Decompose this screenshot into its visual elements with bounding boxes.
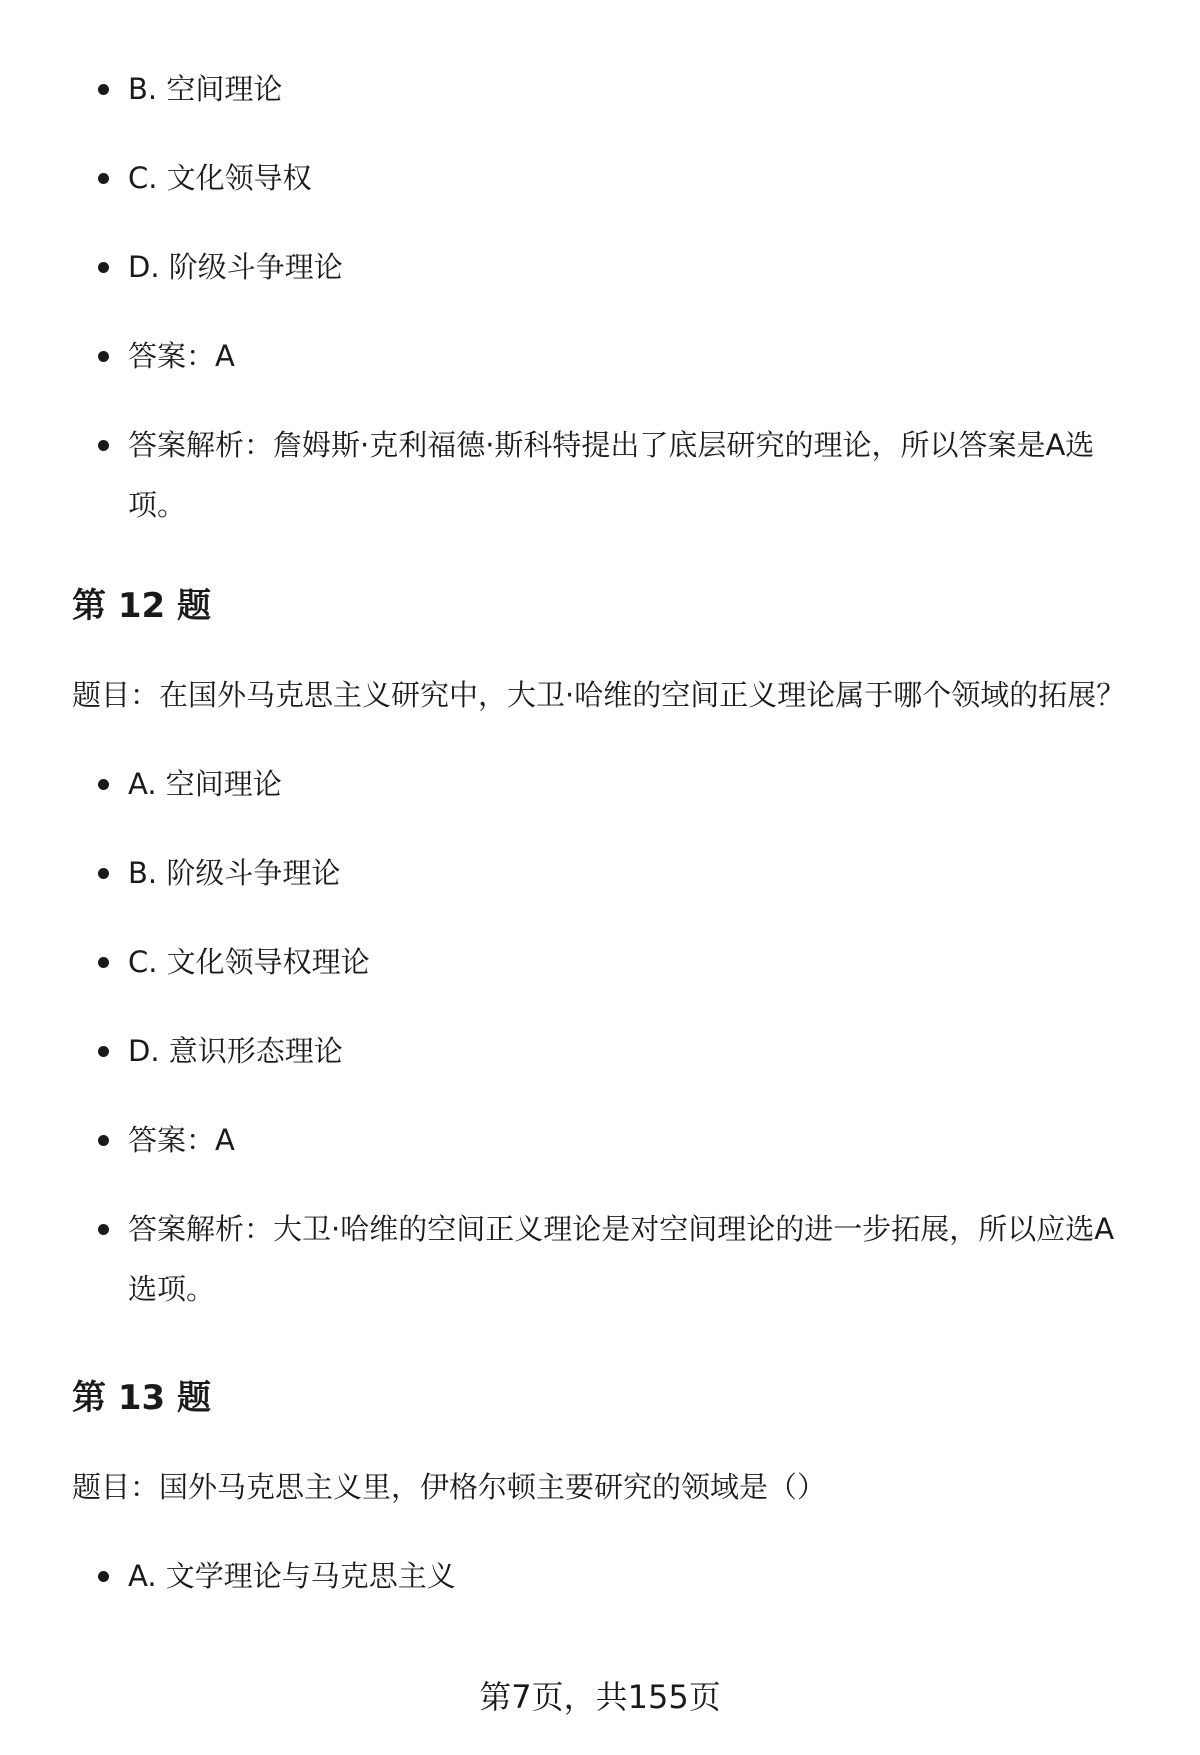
question-12-block bbox=[0, 576, 1200, 1348]
question-prompt: 题目：国外马克思主义里，伊格尔顿主要研究的领域是（） bbox=[72, 1470, 827, 1504]
explanation-item: 答案解析：大卫·哈维的空间正义理论是对空间理论的进一步拓展，所以应选A选项。 bbox=[0, 1199, 1200, 1319]
question-heading: 第 13 题 bbox=[72, 1378, 211, 1418]
previous-question-options bbox=[0, 59, 1200, 535]
answer-item: 答案：A bbox=[0, 326, 1200, 386]
explanation-item: 答案解析：詹姆斯·克利福德·斯科特提出了底层研究的理论，所以答案是A选项。 bbox=[0, 415, 1200, 535]
option-item: D. 阶级斗争理论 bbox=[0, 237, 1200, 297]
option-item: C. 文化领导权理论 bbox=[0, 932, 1200, 992]
option-item: A. 空间理论 bbox=[0, 754, 1200, 814]
question-13-options bbox=[0, 1546, 1200, 1606]
option-item: B. 空间理论 bbox=[0, 59, 1200, 119]
question-12-options bbox=[0, 754, 1200, 1319]
previous-question-block bbox=[0, 59, 1200, 564]
page-number-footer: 第7页，共155页 bbox=[479, 1678, 721, 1716]
option-item: D. 意识形态理论 bbox=[0, 1021, 1200, 1081]
question-prompt: 题目：在国外马克思主义研究中，大卫·哈维的空间正义理论属于哪个领域的拓展？ bbox=[72, 678, 1126, 712]
option-item: B. 阶级斗争理论 bbox=[0, 843, 1200, 903]
option-item: C. 文化领导权 bbox=[0, 148, 1200, 208]
question-heading: 第 12 题 bbox=[72, 586, 211, 626]
question-13-block bbox=[0, 1368, 1200, 1635]
option-item: A. 文学理论与马克思主义 bbox=[0, 1546, 1200, 1606]
answer-item: 答案：A bbox=[0, 1110, 1200, 1170]
